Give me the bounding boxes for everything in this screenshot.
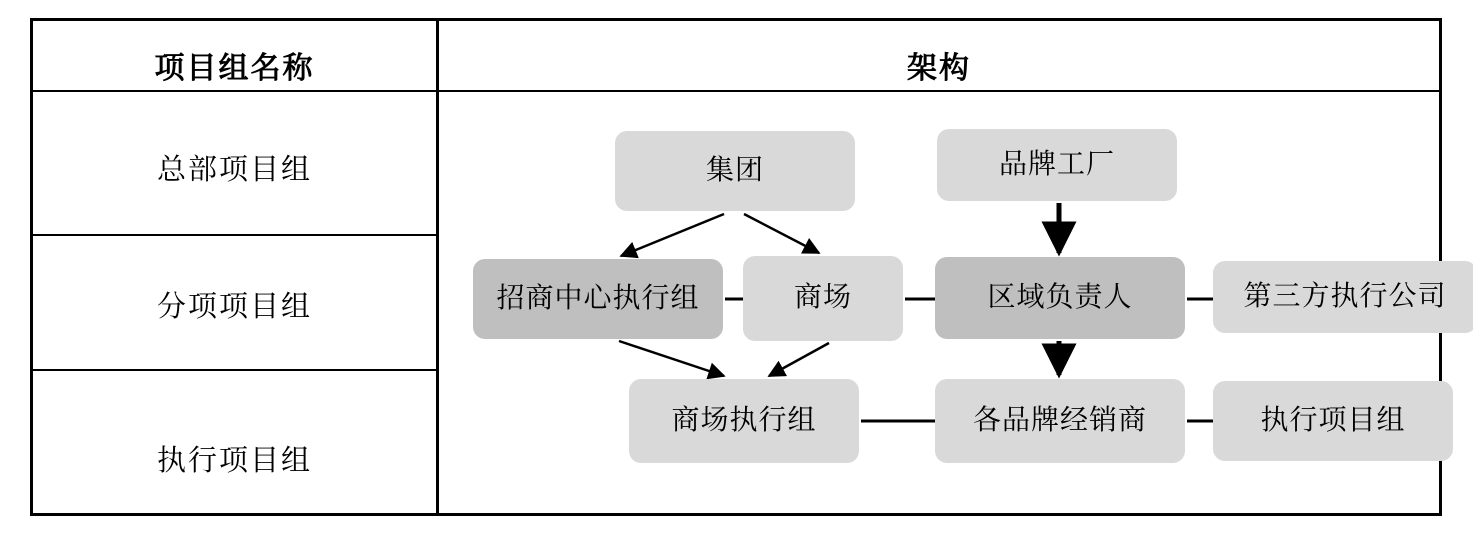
org-chart [469, 111, 1469, 511]
node-disanfang-zhixing-gongsi[interactable]: 第三方执行公司 [1213, 261, 1473, 333]
row-label-headquarters: 总部项目组 [156, 154, 312, 186]
column-divider [436, 21, 439, 513]
row-label-execution: 执行项目组 [156, 445, 312, 477]
node-zhaoshang-zhongxin-zhixingzu[interactable]: 招商中心执行组 [473, 259, 723, 339]
node-jituan[interactable]: 集团 [615, 131, 855, 211]
table-header-left: 项目组名称 [154, 52, 315, 85]
left-row-divider-1 [33, 234, 436, 236]
node-pinpai-gongchang[interactable]: 品牌工厂 [937, 129, 1177, 201]
left-row-divider-2 [33, 369, 436, 371]
node-quyu-fuzeren[interactable]: 区域负责人 [935, 257, 1185, 339]
row-label-subproject: 分项项目组 [156, 291, 312, 323]
node-gepinpai-jingxiaoshang[interactable]: 各品牌经销商 [935, 379, 1185, 463]
header-row-divider [33, 90, 1439, 92]
node-shangchang[interactable]: 商场 [743, 256, 903, 341]
table-header-right: 架构 [907, 52, 971, 85]
node-zhixing-xiangmuzu[interactable]: 执行项目组 [1213, 381, 1453, 461]
structure-table [30, 18, 1447, 516]
node-shangchang-zhixingzu[interactable]: 商场执行组 [629, 379, 859, 463]
